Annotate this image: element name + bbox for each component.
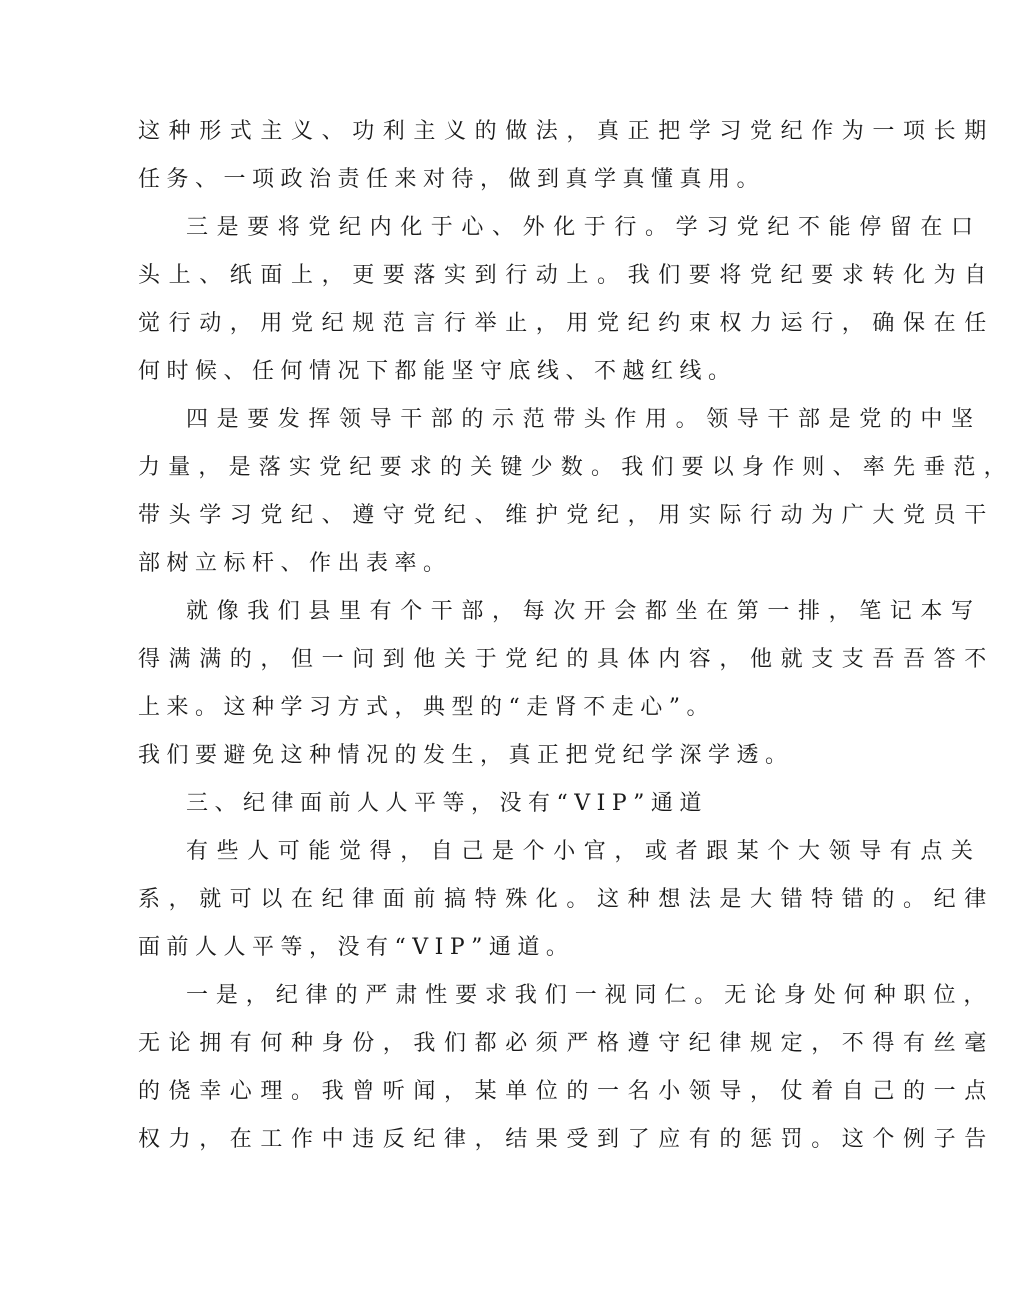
text-line: 三是要将党纪内化于心、外化于行。学习党纪不能停留在口: [186, 215, 982, 240]
text-line: 权力，在工作中违反纪律，结果受到了应有的惩罚。这个例子告: [138, 1127, 995, 1152]
text-line: 任务、一项政治责任来对待，做到真学真懂真用。: [138, 167, 766, 192]
text-line: 得满满的，但一问到他关于党纪的具体内容，他就支支吾吾答不: [138, 647, 995, 672]
text-line: 力量，是落实党纪要求的关键少数。我们要以身作则、率先垂范，: [138, 455, 1014, 480]
text-line: 就像我们县里有个干部，每次开会都坐在第一排，笔记本写: [186, 599, 982, 624]
text-line: 无论拥有何种身份，我们都必须严格遵守纪律规定，不得有丝毫: [138, 1031, 995, 1056]
text-line: 带头学习党纪、遵守党纪、维护党纪，用实际行动为广大党员干: [138, 503, 995, 528]
text-line: 头上、纸面上，更要落实到行动上。我们要将党纪要求转化为自: [138, 263, 995, 288]
text-line: 的侥幸心理。我曾听闻，某单位的一名小领导，仗着自己的一点: [138, 1079, 995, 1104]
text-line: 有些人可能觉得，自己是个小官，或者跟某个大领导有点关: [186, 839, 982, 864]
text-line: 上来。这种学习方式，典型的“走肾不走心”。: [138, 695, 715, 720]
text-line: 觉行动，用党纪规范言行举止，用党纪约束权力运行，确保在任: [138, 311, 995, 336]
text-line: 系，就可以在纪律面前搞特殊化。这种想法是大错特错的。纪律: [138, 887, 995, 912]
text-line: 一是，纪律的严肃性要求我们一视同仁。无论身处何种职位，: [186, 983, 994, 1008]
section-heading: 三、纪律面前人人平等，没有“VIP”通道: [186, 791, 708, 816]
text-line: 部树立标杆、作出表率。: [138, 551, 452, 576]
text-line: 面前人人平等，没有“VIP”通道。: [138, 935, 575, 960]
text-line: 四是要发挥领导干部的示范带头作用。领导干部是党的中坚: [186, 407, 982, 432]
text-line: 这种形式主义、功利主义的做法，真正把学习党纪作为一项长期: [138, 119, 995, 144]
text-line: 何时候、任何情况下都能坚守底线、不越红线。: [138, 359, 737, 384]
text-line: 我们要避免这种情况的发生，真正把党纪学深学透。: [138, 743, 794, 768]
